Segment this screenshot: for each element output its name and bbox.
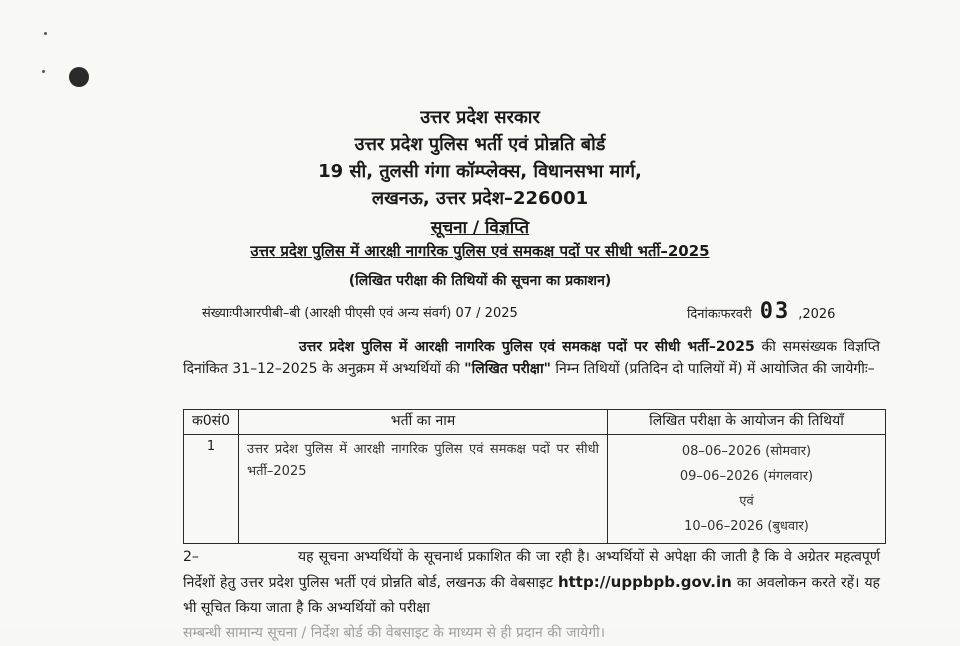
scan-speck: [44, 32, 47, 35]
paragraph-2-text-b: का अवलोकन करते रहें। यह भी सूचित किया जाता है कि अभ्यर्थियों को परीक्षा: [183, 575, 880, 616]
exam-date-1: 08–06–2026 (सोमवार): [681, 444, 812, 459]
row-exam-dates: [608, 435, 886, 544]
date-label: दिनांकःफरवरी: [687, 307, 752, 322]
header-address: 19 सी, तुलसी गंगा कॉम्प्लेक्स, विधानसभा मार्ग,: [318, 161, 642, 182]
paragraph-2-number: 2–: [183, 549, 199, 565]
paragraph-2-text-c: सम्बन्धी सामान्य सूचना / निर्देश बोर्ड की वेबसाइट के माध्यम से ही प्रदान की जायेगी।: [183, 625, 606, 641]
letterhead: [0, 104, 960, 212]
notice-title-text: सूचना / विज्ञप्ति: [430, 218, 530, 238]
exam-schedule-table: [183, 409, 886, 544]
row-recruitment-name: उत्तर प्रदेश पुलिस में आरक्षी नागरिक पुलिस एवं समकक्ष पदों पर सीधी भर्ती–2025: [239, 435, 608, 544]
punch-hole: [69, 67, 89, 87]
paragraph-1-text-a: की समसंख्यक विज्ञप्ति दिनांकित 31–12–2025 के अनुक्रम में अभ्यर्थियों की: [183, 339, 880, 377]
paragraph-1: [183, 336, 880, 380]
paragraph-1-exam-term: "लिखित परीक्षा": [464, 361, 551, 377]
notice-title: [0, 215, 960, 238]
header-board-name: उत्तर प्रदेश पुलिस भर्ती एवं प्रोन्नति बोर्ड: [354, 134, 606, 155]
exam-date-3: 10–06–2026 (बुधवार): [684, 519, 809, 534]
date-day-handwritten: 03: [759, 299, 791, 324]
website-link[interactable]: http://uppbpb.gov.in: [557, 573, 732, 591]
paragraph-1-bold-lead: उत्तर प्रदेश पुलिस में आरक्षी नागरिक पुलिस एवं समकक्ष पदों पर सीधी भर्ती–2025: [299, 339, 755, 355]
exam-date-conjunction: एवं: [739, 494, 754, 509]
paragraph-2-text-a: यह सूचना अभ्यर्थियों के सूचनार्थ प्रकाशित की जा रही है। अभ्यर्थियों से अपेक्षा की जाती है कि वे अग्रेतर महत्वपूर्ण निर्देशों हेतु उत्तर प्रदेश पुलिस भर्ती एवं प्रोन्नति बोर्ड, लखनऊ की वेबसाइट: [183, 549, 880, 591]
paragraph-1-text-b: निम्न तिथियों (प्रतिदिन दो पालियों में) में आयोजित की जायेगीः–: [550, 361, 875, 377]
notice-sub-subject: (लिखित परीक्षा की तिथियों की सूचना का प्रकाशन): [348, 273, 612, 289]
scan-speck: [42, 70, 45, 73]
exam-date-2: 09–06–2026 (मंगलवार): [679, 469, 814, 484]
header-recruitment-name: भर्ती का नाम: [239, 410, 608, 435]
reference-number: संख्याःपीआरपीबी–बी (आरक्षी पीएसी एवं अन्य संवर्ग) 07 / 2025: [202, 306, 518, 321]
header-exam-dates: लिखित परीक्षा के आयोजन की तिथियाँ: [608, 410, 886, 435]
notice-date: [687, 299, 835, 324]
notice-subject-text: उत्तर प्रदेश पुलिस में आरक्षी नागरिक पुलिस एवं समकक्ष पदों पर सीधी भर्ती–2025: [250, 242, 710, 260]
header-city: लखनऊ, उत्तर प्रदेश–226001: [371, 188, 589, 209]
table-header-row: [184, 410, 886, 435]
paragraph-2: [183, 545, 880, 646]
notice-subject: [0, 241, 960, 261]
date-year: ,2026: [798, 307, 836, 322]
row-serial: 1: [184, 435, 239, 544]
table-row: [184, 435, 886, 544]
header-government: उत्तर प्रदेश सरकार: [420, 107, 540, 128]
header-serial: क0सं0: [184, 410, 239, 435]
